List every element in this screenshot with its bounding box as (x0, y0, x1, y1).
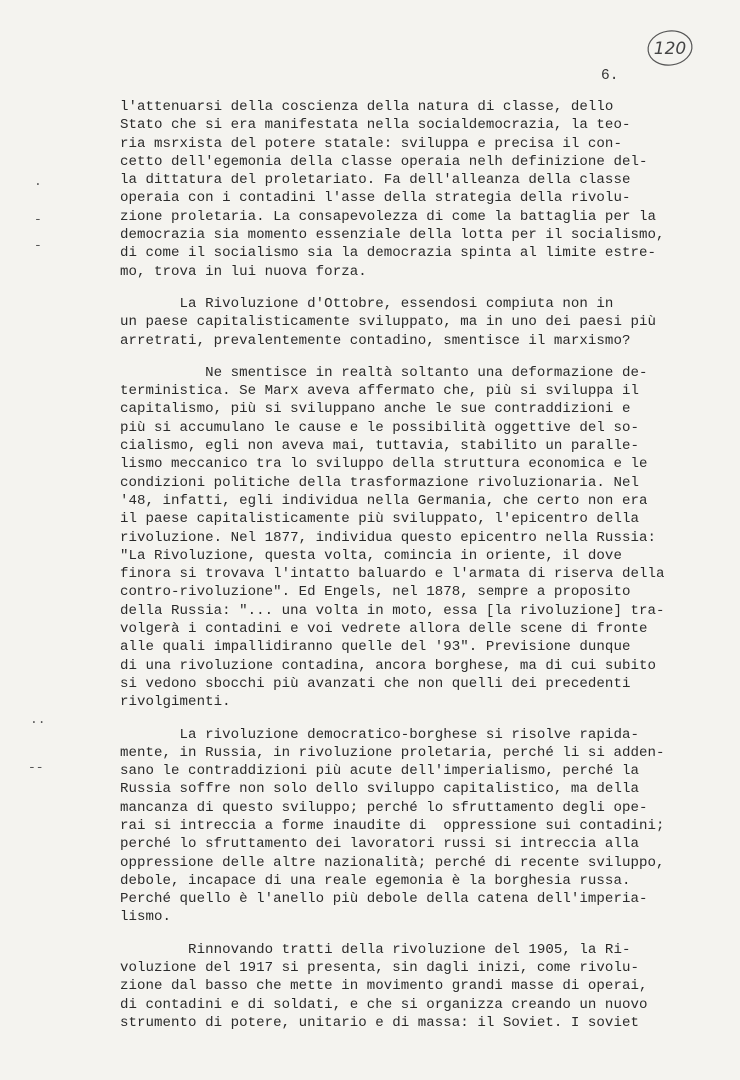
text-line: mancanza di questo sviluppo; perché lo sfruttamento degli ope- (120, 799, 648, 816)
text-line: volgerà i contadini e voi vedrete allora delle scene di fronte (120, 621, 648, 638)
text-line: finora si trovava l'intatto baluardo e l'armata di riserva della (120, 566, 665, 583)
paragraph-gap (120, 350, 695, 364)
paragraph-gap (120, 281, 695, 295)
text-line: mo, trova in lui nuova forza. (120, 263, 367, 280)
text-line: Ne smentisce in realtà soltanto una deformazione de- (120, 364, 648, 381)
text-line: un paese capitalisticamente sviluppato, ma in uno dei paesi più (120, 314, 656, 331)
text-line: la dittatura del proletariato. Fa dell'alleanza della classe (120, 172, 631, 189)
text-line: "La Rivoluzione, questa volta, comincia in oriente, il dove (120, 547, 622, 564)
text-line: di contadini e di soldati, e che si organizza creando un nuovo (120, 996, 648, 1013)
text-line: zione dal basso che mette in movimento grandi masse di operai, (120, 978, 648, 995)
text-line: operaia con i contadini l'asse della strategia della rivolu- (120, 190, 631, 207)
text-line: Russia soffre non solo dello sviluppo capitalistico, ma della (120, 781, 639, 798)
text-line: democrazia sia momento essenziale della lotta per il socialismo, (120, 227, 665, 244)
margin-mark: - (34, 212, 42, 227)
text-line: Stato che si era manifestata nella socialdemocrazia, la teo- (120, 117, 631, 134)
margin-mark: .. (30, 712, 46, 727)
text-line: alle quali impallidiranno quelle del '93". Previsione dunque (120, 639, 631, 656)
paragraph (120, 941, 695, 1032)
text-line: Perché quello è l'anello più debole della catena dell'imperia- (120, 891, 648, 908)
text-line: voluzione del 1917 si presenta, sin dagli inizi, come rivolu- (120, 960, 639, 977)
paragraph (120, 726, 695, 927)
document-body (120, 98, 695, 1032)
margin-mark: . (34, 174, 42, 189)
text-line: condizioni politiche della trasformazione rivoluzionaria. Nel (120, 474, 639, 491)
text-line: più si accumulano le cause e le possibilità oggettive del so- (120, 419, 639, 436)
text-line: terministica. Se Marx aveva affermato che, più si sviluppa il (120, 383, 639, 400)
text-line: perché lo sfruttamento dei lavoratori russi si intreccia alla (120, 836, 639, 853)
text-line: il paese capitalisticamente più sviluppato, l'epicentro della (120, 511, 639, 528)
text-line: sano le contraddizioni più acute dell'imperialismo, perché la (120, 763, 639, 780)
text-line: di una rivoluzione contadina, ancora borghese, ma di cui subito (120, 657, 656, 674)
text-line: della Russia: "... una volta in moto, essa [la rivoluzione] tra- (120, 602, 665, 619)
text-line: lismo. (120, 909, 172, 926)
margin-mark: - (34, 238, 42, 253)
text-line: di come il socialismo sia la democrazia spinta al limite estre- (120, 245, 656, 262)
text-line: ria msrxista del potere statale: sviluppa e precisa il con- (120, 135, 622, 152)
text-line: contro-rivoluzione". Ed Engels, nel 1878, sempre a proposito (120, 584, 631, 601)
text-line: rai si intreccia a forme inaudite di oppressione sui contadini; (120, 817, 665, 834)
text-line: La Rivoluzione d'Ottobre, essendosi compiuta non in (120, 295, 614, 312)
text-line: si vedono sbocchi più avanzati che non quelli dei precedenti (120, 675, 631, 692)
paragraph (120, 364, 695, 712)
text-line: Rinnovando tratti della rivoluzione del 1905, la Ri- (120, 941, 631, 958)
text-line: zione proletaria. La consapevolezza di come la battaglia per la (120, 208, 656, 225)
text-line: rivoluzione. Nel 1877, individua questo epicentro nella Russia: (120, 529, 656, 546)
text-line: '48, infatti, egli individua nella Germania, che certo non era (120, 492, 648, 509)
text-line: l'attenuarsi della coscienza della natura di classe, dello (120, 99, 614, 115)
text-line: capitalismo, più si sviluppano anche le sue contraddizioni e (120, 401, 631, 418)
text-line: strumento di potere, unitario e di massa: il Soviet. I soviet (120, 1014, 639, 1031)
text-line: La rivoluzione democratico-borghese si risolve rapida- (120, 726, 639, 743)
text-line: rivolgimenti. (120, 694, 231, 711)
paragraph (120, 295, 695, 350)
text-line: arretrati, prevalentemente contadino, smentisce il marxismo? (120, 332, 631, 349)
paragraph-gap (120, 712, 695, 726)
text-line: oppressione delle altre nazionalità; perché di recente sviluppo, (120, 854, 665, 871)
margin-mark: -- (28, 760, 44, 775)
archive-number-stamp (646, 28, 694, 68)
paragraph (120, 98, 695, 281)
archive-number-text: 120 (653, 39, 687, 59)
text-line: cialismo, egli non aveva mai, tuttavia, stabilito un paralle- (120, 438, 639, 455)
text-line: mente, in Russia, in rivoluzione proletaria, perché li si adden- (120, 744, 665, 761)
text-line: debole, incapace di una reale egemonia è la borghesia russa. (120, 872, 631, 889)
text-line: cetto dell'egemonia della classe operaia nelh definizione del- (120, 153, 648, 170)
circled-number-icon (646, 28, 694, 68)
paragraph-gap (120, 927, 695, 941)
page-number: 6. (601, 68, 619, 84)
text-line: lismo meccanico tra lo sviluppo della struttura economica e le (120, 456, 648, 473)
